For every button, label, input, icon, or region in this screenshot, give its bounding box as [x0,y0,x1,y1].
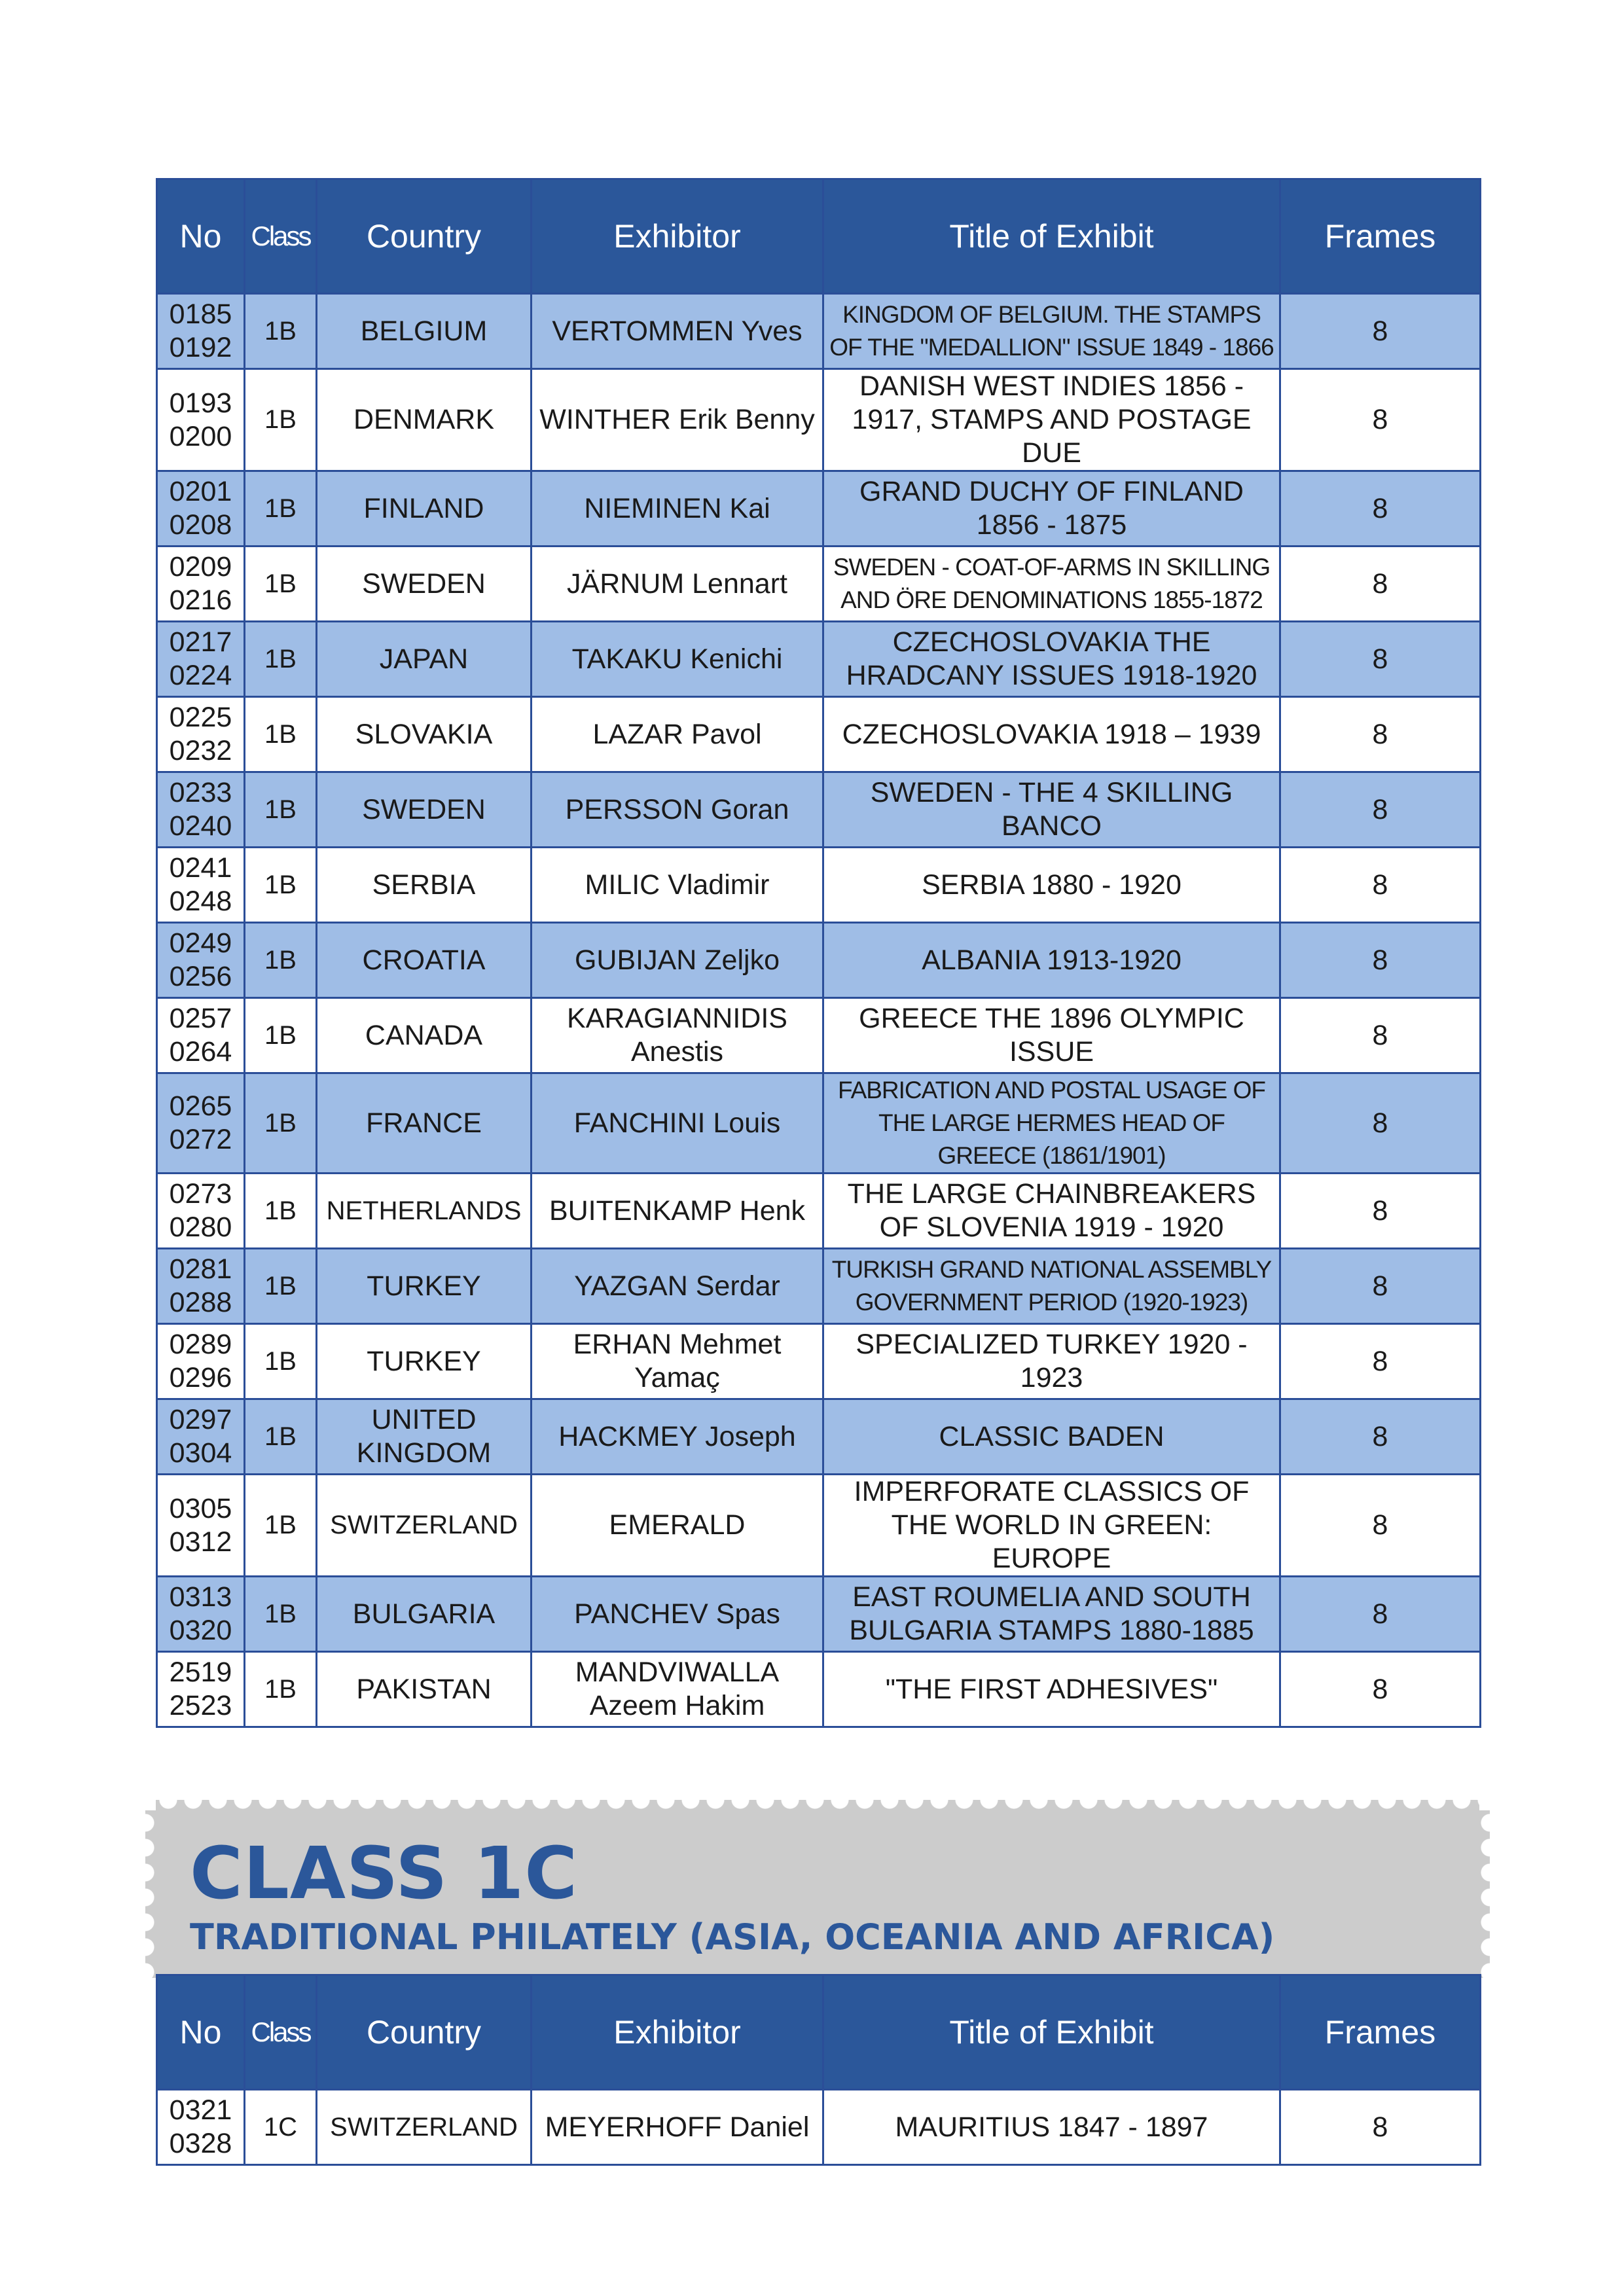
header-frames: Frames [1280,179,1481,294]
table-row [157,622,1481,697]
cell-exhibitor: WINTHER Erik Benny [532,369,823,471]
frame-number: 0193 [169,387,232,419]
cell-no [157,1577,245,1652]
table-row [157,1174,1481,1249]
cell-country: TURKEY [317,1324,532,1399]
cell-class: 1B [245,294,317,369]
cell-frames: 8 [1280,848,1481,923]
frame-number: 0241 [169,852,232,884]
cell-no [157,923,245,998]
header-frames: Frames [1280,1975,1481,2090]
cell-exhibitor: FANCHINI Louis [532,1073,823,1174]
cell-frames: 8 [1280,622,1481,697]
cell-title: FABRICATION AND POSTAL USAGE OF THE LARGE HERMES HEAD OF GREECE (1861/1901) [823,1073,1280,1174]
header-exhibitor: Exhibitor [532,179,823,294]
cell-country: BELGIUM [317,294,532,369]
table-row [157,998,1481,1073]
cell-no [157,1652,245,1727]
frame-number: 0320 [169,1615,232,1646]
frame-number: 0208 [169,509,232,541]
cell-country: FINLAND [317,471,532,547]
cell-no [157,697,245,772]
cell-country: CROATIA [317,923,532,998]
header-title: Title of Exhibit [823,179,1280,294]
cell-country: TURKEY [317,1249,532,1324]
table-row [157,848,1481,923]
cell-country: UNITED KINGDOM [317,1399,532,1475]
cell-exhibitor: VERTOMMEN Yves [532,294,823,369]
cell-exhibitor: JÄRNUM Lennart [532,547,823,622]
frame-number: 0240 [169,810,232,842]
table-row [157,1249,1481,1324]
cell-no [157,547,245,622]
cell-country: SWEDEN [317,772,532,848]
cell-country: SWEDEN [317,547,532,622]
cell-class: 1B [245,1577,317,1652]
cell-exhibitor: TAKAKU Kenichi [532,622,823,697]
cell-class: 1C [245,2090,317,2165]
cell-title: "THE FIRST ADHESIVES" [823,1652,1280,1727]
cell-title: CZECHOSLOVAKIA 1918 – 1939 [823,697,1280,772]
table-row [157,1577,1481,1652]
frame-number: 0249 [169,927,232,959]
cell-exhibitor: NIEMINEN Kai [532,471,823,547]
cell-country: CANADA [317,998,532,1073]
frame-number: 0256 [169,961,232,992]
cell-no [157,369,245,471]
frame-number: 0225 [169,702,232,733]
frame-number: 0273 [169,1178,232,1210]
frame-number: 0328 [169,2128,232,2159]
cell-class: 1B [245,772,317,848]
cell-title: ALBANIA 1913-1920 [823,923,1280,998]
cell-frames: 8 [1280,1324,1481,1399]
cell-title: SPECIALIZED TURKEY 1920 - 1923 [823,1324,1280,1399]
cell-frames: 8 [1280,1073,1481,1174]
cell-title: CZECHOSLOVAKIA THE HRADCANY ISSUES 1918-1920 [823,622,1280,697]
frame-number: 0289 [169,1329,232,1360]
cell-country: DENMARK [317,369,532,471]
cell-exhibitor: GUBIJAN Zeljko [532,923,823,998]
cell-no [157,294,245,369]
cell-title: THE LARGE CHAINBREAKERS OF SLOVENIA 1919 - 1920 [823,1174,1280,1249]
cell-frames: 8 [1280,547,1481,622]
cell-no [157,848,245,923]
cell-class: 1B [245,1475,317,1577]
table-row [157,547,1481,622]
cell-no [157,622,245,697]
frame-number: 0233 [169,777,232,808]
cell-exhibitor: MILIC Vladimir [532,848,823,923]
frame-number: 0312 [169,1526,232,1558]
frame-number: 0224 [169,660,232,691]
cell-class: 1B [245,1073,317,1174]
perforation-right [1469,1810,1490,1978]
frame-number: 0281 [169,1253,232,1285]
cell-exhibitor: BUITENKAMP Henk [532,1174,823,1249]
cell-country: BULGARIA [317,1577,532,1652]
header-no: No [157,1975,245,2090]
header-no: No [157,179,245,294]
frame-number: 0305 [169,1492,232,1524]
table-row [157,1073,1481,1174]
frame-number: 2523 [169,1690,232,1721]
frame-number: 0200 [169,420,232,452]
frame-number: 2519 [169,1657,232,1688]
cell-class: 1B [245,622,317,697]
cell-frames: 8 [1280,1577,1481,1652]
cell-no [157,1073,245,1174]
cell-exhibitor: EMERALD [532,1475,823,1577]
frame-number: 0321 [169,2094,232,2126]
table-row [157,1652,1481,1727]
exhibits-table-class-1c [156,1974,1481,2166]
cell-exhibitor: LAZAR Pavol [532,697,823,772]
cell-title: EAST ROUMELIA AND SOUTH BULGARIA STAMPS 1880-1885 [823,1577,1280,1652]
perforation-left [145,1810,166,1978]
cell-country: SWITZERLAND [317,2090,532,2165]
cell-frames: 8 [1280,1174,1481,1249]
frame-number: 0257 [169,1003,232,1034]
cell-exhibitor: MEYERHOFF Daniel [532,2090,823,2165]
cell-no [157,1324,245,1399]
frame-number: 0217 [169,626,232,658]
frame-number: 0265 [169,1090,232,1122]
table-row [157,1475,1481,1577]
frame-number: 0304 [169,1437,232,1469]
frame-number: 0272 [169,1124,232,1155]
table-row [157,369,1481,471]
frame-number: 0216 [169,584,232,616]
cell-title: SERBIA 1880 - 1920 [823,848,1280,923]
table-row [157,294,1481,369]
cell-title: TURKISH GRAND NATIONAL ASSEMBLY GOVERNMENT PERIOD (1920-1923) [823,1249,1280,1324]
cell-class: 1B [245,697,317,772]
cell-exhibitor: HACKMEY Joseph [532,1399,823,1475]
cell-no [157,1174,245,1249]
cell-country: SERBIA [317,848,532,923]
cell-class: 1B [245,998,317,1073]
table-row [157,772,1481,848]
cell-exhibitor: PERSSON Goran [532,772,823,848]
section-title: CLASS 1C [190,1831,579,1915]
cell-frames: 8 [1280,2090,1481,2165]
exhibits-table-class-1b [156,178,1481,1728]
cell-class: 1B [245,1399,317,1475]
cell-frames: 8 [1280,772,1481,848]
cell-exhibitor: ERHAN Mehmet Yamaç [532,1324,823,1399]
cell-frames: 8 [1280,998,1481,1073]
table-row [157,697,1481,772]
cell-title: MAURITIUS 1847 - 1897 [823,2090,1280,2165]
frame-number: 0297 [169,1404,232,1435]
frame-number: 0185 [169,298,232,330]
frame-number: 0192 [169,332,232,363]
cell-frames: 8 [1280,369,1481,471]
cell-frames: 8 [1280,1652,1481,1727]
cell-class: 1B [245,1174,317,1249]
table-header-row [157,179,1481,294]
cell-country: PAKISTAN [317,1652,532,1727]
cell-frames: 8 [1280,1399,1481,1475]
header-exhibitor: Exhibitor [532,1975,823,2090]
cell-country: JAPAN [317,622,532,697]
frame-number: 0280 [169,1211,232,1243]
cell-title: CLASSIC BADEN [823,1399,1280,1475]
table-header-row [157,1975,1481,2090]
frame-number: 0248 [169,886,232,917]
cell-class: 1B [245,1249,317,1324]
cell-no [157,471,245,547]
cell-exhibitor: MANDVIWALLA Azeem Hakim [532,1652,823,1727]
cell-no [157,1249,245,1324]
cell-exhibitor: KARAGIANNIDIS Anestis [532,998,823,1073]
cell-class: 1B [245,1652,317,1727]
header-country: Country [317,1975,532,2090]
cell-class: 1B [245,923,317,998]
table-row [157,1324,1481,1399]
header-country: Country [317,179,532,294]
cell-frames: 8 [1280,1475,1481,1577]
perforation-top [156,1800,1479,1821]
cell-no [157,772,245,848]
cell-country: FRANCE [317,1073,532,1174]
cell-frames: 8 [1280,1249,1481,1324]
cell-country: SWITZERLAND [317,1475,532,1577]
cell-frames: 8 [1280,697,1481,772]
cell-title: SWEDEN - COAT-OF-ARMS IN SKILLING AND ÖRE DENOMINATIONS 1855-1872 [823,547,1280,622]
cell-no [157,1399,245,1475]
header-class: Class [245,179,317,294]
cell-title: SWEDEN - THE 4 SKILLING BANCO [823,772,1280,848]
cell-title: KINGDOM OF BELGIUM. THE STAMPS OF THE "MEDALLION" ISSUE 1849 - 1866 [823,294,1280,369]
cell-exhibitor: YAZGAN Serdar [532,1249,823,1324]
table-row [157,923,1481,998]
class-1c-banner [156,1810,1479,1978]
table-row [157,2090,1481,2165]
cell-frames: 8 [1280,923,1481,998]
cell-country: NETHERLANDS [317,1174,532,1249]
cell-frames: 8 [1280,294,1481,369]
frame-number: 0296 [169,1362,232,1393]
cell-title: IMPERFORATE CLASSICS OF THE WORLD IN GREEN: EUROPE [823,1475,1280,1577]
cell-title: GRAND DUCHY OF FINLAND 1856 - 1875 [823,471,1280,547]
cell-frames: 8 [1280,471,1481,547]
header-class: Class [245,1975,317,2090]
header-title: Title of Exhibit [823,1975,1280,2090]
cell-no [157,998,245,1073]
cell-no [157,1475,245,1577]
frame-number: 0209 [169,551,232,583]
cell-title: DANISH WEST INDIES 1856 - 1917, STAMPS AND POSTAGE DUE [823,369,1280,471]
table-row [157,471,1481,547]
cell-exhibitor: PANCHEV Spas [532,1577,823,1652]
cell-title: GREECE THE 1896 OLYMPIC ISSUE [823,998,1280,1073]
cell-class: 1B [245,369,317,471]
frame-number: 0264 [169,1036,232,1067]
cell-class: 1B [245,471,317,547]
cell-no [157,2090,245,2165]
frame-number: 0288 [169,1287,232,1318]
frame-number: 0201 [169,476,232,507]
frame-number: 0232 [169,735,232,766]
frame-number: 0313 [169,1581,232,1613]
cell-class: 1B [245,848,317,923]
section-subtitle: TRADITIONAL PHILATELY (ASIA, OCEANIA AND AFRICA) [190,1916,1275,1958]
cell-country: SLOVAKIA [317,697,532,772]
cell-class: 1B [245,547,317,622]
cell-class: 1B [245,1324,317,1399]
table-row [157,1399,1481,1475]
